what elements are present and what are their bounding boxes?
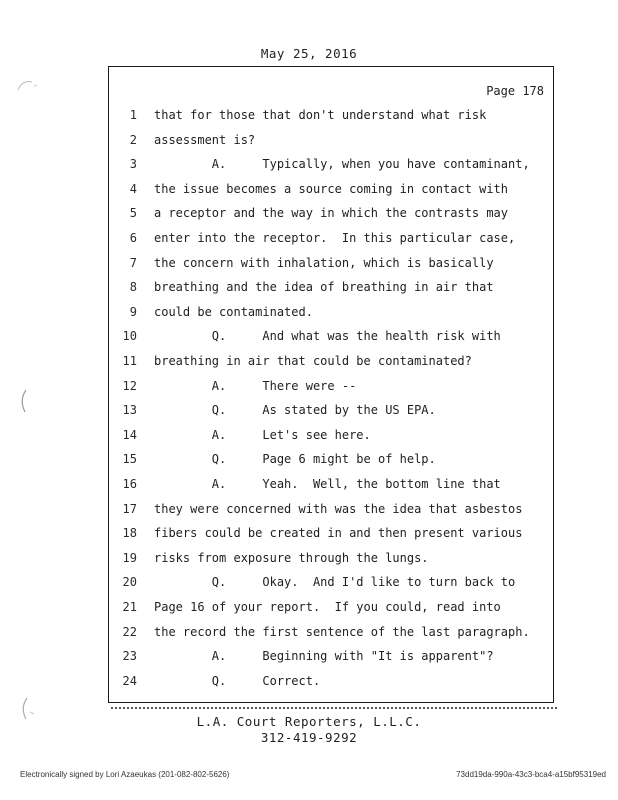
transcript-line — [109, 203, 555, 223]
transcript-line — [109, 351, 555, 371]
transcript-frame — [108, 66, 554, 703]
transcript-line — [109, 105, 555, 125]
line-text: A. There were -- — [154, 378, 357, 393]
line-text: A. Beginning with "It is apparent"? — [154, 649, 494, 664]
line-number: 22 — [122, 624, 137, 639]
transcript-line — [109, 179, 555, 199]
line-number: 7 — [129, 255, 137, 270]
transcript-line — [109, 597, 555, 617]
transcript-line — [109, 499, 555, 519]
line-number: 13 — [122, 403, 137, 418]
line-text: A. Let's see here. — [154, 427, 371, 442]
line-text: Page 16 of your report. If you could, read into — [154, 600, 501, 614]
transcript-line — [109, 130, 555, 150]
line-text: that for those that don't understand what risk — [154, 108, 487, 122]
line-number: 2 — [129, 132, 137, 147]
esign-left-text: Electronically signed by Lori Azaeukas (201-082-802-5626) — [20, 770, 230, 779]
transcript-line — [109, 523, 555, 543]
line-number: 9 — [129, 304, 137, 319]
line-text: the concern with inhalation, which is basically — [154, 255, 494, 270]
line-number: 14 — [122, 427, 137, 442]
line-number: 1 — [129, 108, 137, 122]
line-number: 24 — [122, 673, 137, 688]
line-text: they were concerned with was the idea that asbestos — [154, 501, 523, 516]
transcript-line — [109, 154, 555, 174]
transcript-line — [109, 449, 555, 469]
line-number: 10 — [122, 329, 137, 344]
line-text: breathing and the idea of breathing in air that — [154, 280, 494, 295]
line-text: assessment is? — [154, 132, 256, 147]
line-text: fibers could be created in and then present various — [154, 526, 523, 541]
transcript-line — [109, 302, 555, 322]
transcript-line — [109, 671, 555, 691]
line-text: risks from exposure through the lungs. — [154, 550, 429, 565]
transcript-line — [109, 425, 555, 445]
transcript-line — [109, 253, 555, 273]
line-text: Q. Correct. — [154, 673, 321, 688]
transcript-line — [109, 376, 555, 396]
line-number: 15 — [122, 452, 137, 467]
line-text: a receptor and the way in which the contrasts may — [154, 206, 509, 221]
line-number: 6 — [129, 231, 137, 245]
line-number: 11 — [122, 354, 137, 368]
transcript-line — [109, 646, 555, 666]
footer-phone: 312-419-9292 — [260, 730, 358, 745]
footer-firm-name: L.A. Court Reporters, L.L.C. — [196, 714, 422, 729]
punch-mark-top — [14, 76, 40, 96]
line-text: Q. Okay. And I'd like to turn back to — [154, 575, 516, 590]
line-text: Q. Page 6 might be of help. — [154, 452, 436, 467]
line-text: enter into the receptor. In this particular case, — [154, 231, 516, 245]
line-number: 20 — [122, 575, 137, 590]
frame-bottom-edge — [111, 704, 557, 709]
line-number: 19 — [122, 550, 137, 565]
line-text: the record the first sentence of the last paragraph. — [154, 624, 530, 639]
transcript-line — [109, 474, 555, 494]
transcript-line — [109, 622, 555, 642]
line-number: 17 — [122, 501, 137, 516]
transcript-line — [109, 228, 555, 248]
header-date: May 25, 2016 — [260, 46, 358, 61]
esign-right-text: 73dd19da-990a-43c3-bca4-a15bf95319ed — [456, 770, 606, 779]
page-number: Page 178 — [486, 84, 544, 98]
transcript-line — [109, 572, 555, 592]
line-text: Q. And what was the health risk with — [154, 329, 501, 344]
line-number: 16 — [122, 477, 137, 491]
line-number: 12 — [122, 378, 137, 393]
line-number: 3 — [129, 157, 137, 172]
line-text: A. Typically, when you have contaminant, — [154, 157, 530, 172]
line-number: 23 — [122, 649, 137, 664]
line-number: 21 — [122, 600, 137, 614]
transcript-line — [109, 326, 555, 346]
line-text: A. Yeah. Well, the bottom line that — [154, 477, 501, 491]
punch-mark-bottom — [16, 694, 38, 724]
line-text: breathing in air that could be contaminated? — [154, 354, 472, 368]
line-text: the issue becomes a source coming in contact with — [154, 181, 509, 196]
line-number: 4 — [129, 181, 137, 196]
transcript-line — [109, 277, 555, 297]
punch-mark-middle — [16, 386, 36, 416]
line-text: Q. As stated by the US EPA. — [154, 403, 436, 418]
transcript-line — [109, 548, 555, 568]
line-number: 5 — [129, 206, 137, 221]
transcript-line — [109, 400, 555, 420]
line-number: 8 — [129, 280, 137, 295]
line-text: could be contaminated. — [154, 304, 313, 319]
line-number: 18 — [122, 526, 137, 541]
